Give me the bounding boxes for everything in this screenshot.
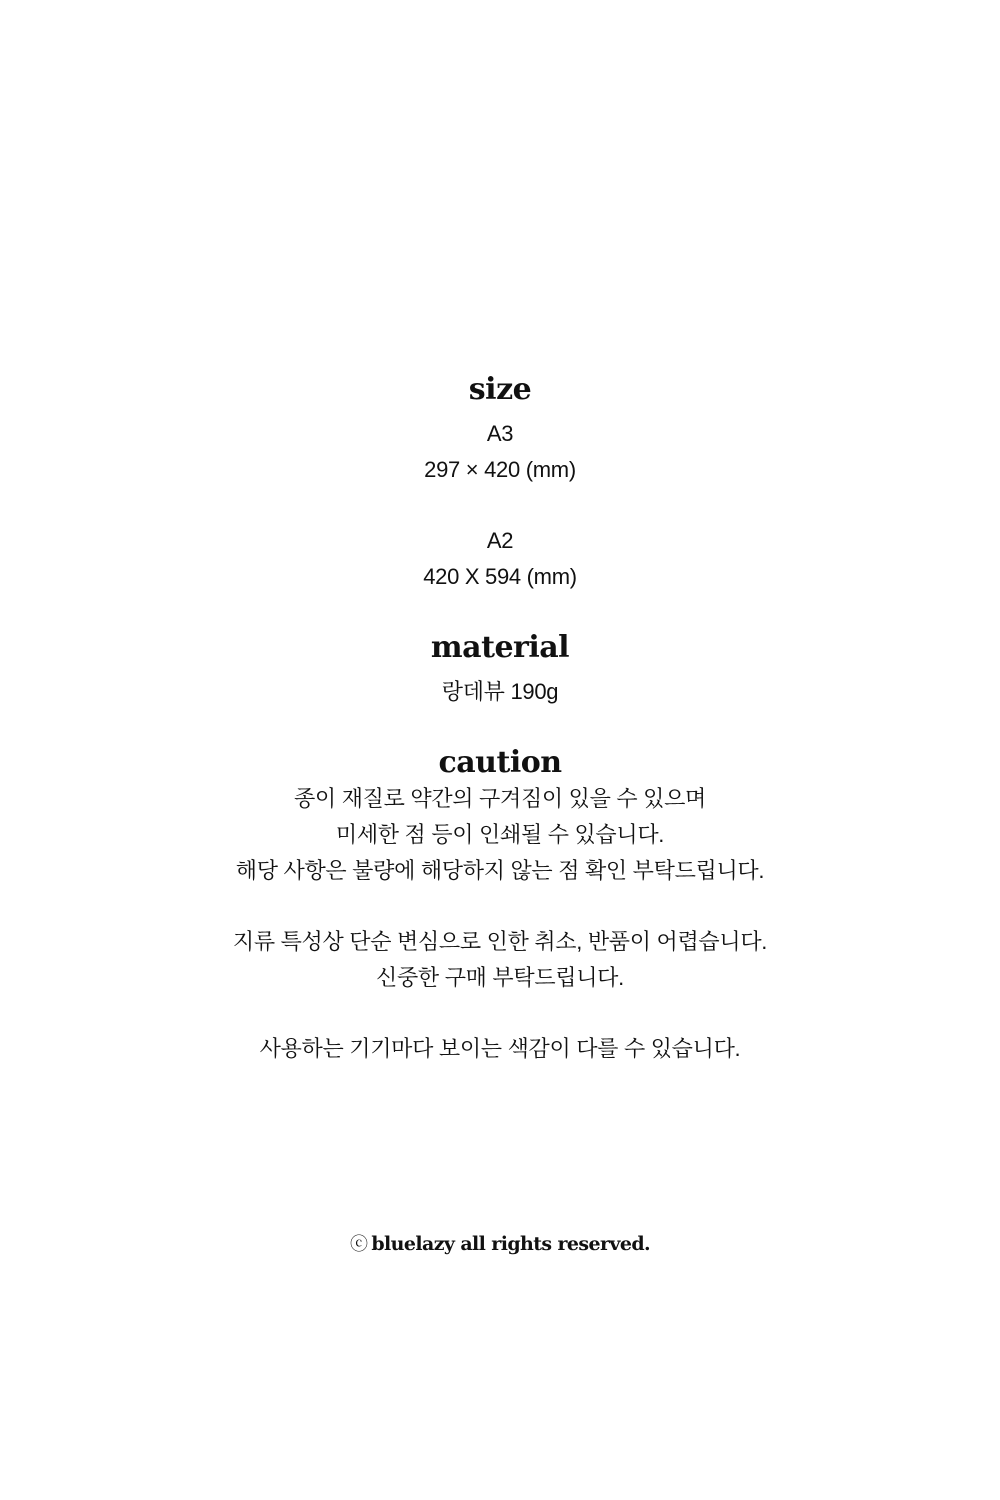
size-section	[0, 372, 1000, 595]
caution-line: 사용하는 기기마다 보이는 색감이 다를 수 있습니다.	[259, 1036, 741, 1061]
caution-line: 지류 특성상 단순 변심으로 인한 취소, 반품이 어렵습니다.	[232, 929, 768, 954]
size-heading: size	[468, 372, 532, 407]
size-a3-dimensions: 297 × 420 (mm)	[424, 457, 576, 482]
size-a2-name: A2	[486, 528, 514, 553]
material-value: 랑데뷰 190g	[441, 679, 559, 704]
caution-heading: caution	[438, 745, 562, 780]
caution-line: 신중한 구매 부탁드립니다.	[376, 965, 624, 990]
size-a2-dimensions: 420 X 594 (mm)	[423, 564, 577, 589]
size-a3-name: A3	[486, 421, 514, 446]
caution-line: 해당 사항은 불량에 해당하지 않는 점 확인 부탁드립니다.	[235, 858, 765, 883]
copyright-icon: ⓒ	[349, 1234, 368, 1255]
caution-line: 종이 재질로 약간의 구겨짐이 있을 수 있으며	[293, 786, 706, 811]
caution-line: 미세한 점 등이 인쇄될 수 있습니다.	[335, 822, 665, 847]
copyright-footer	[0, 1230, 1000, 1256]
copyright-text: bluelazy all rights reserved.	[371, 1233, 651, 1255]
material-heading: material	[430, 630, 570, 665]
material-section	[0, 630, 1000, 710]
caution-section	[0, 745, 1000, 1067]
